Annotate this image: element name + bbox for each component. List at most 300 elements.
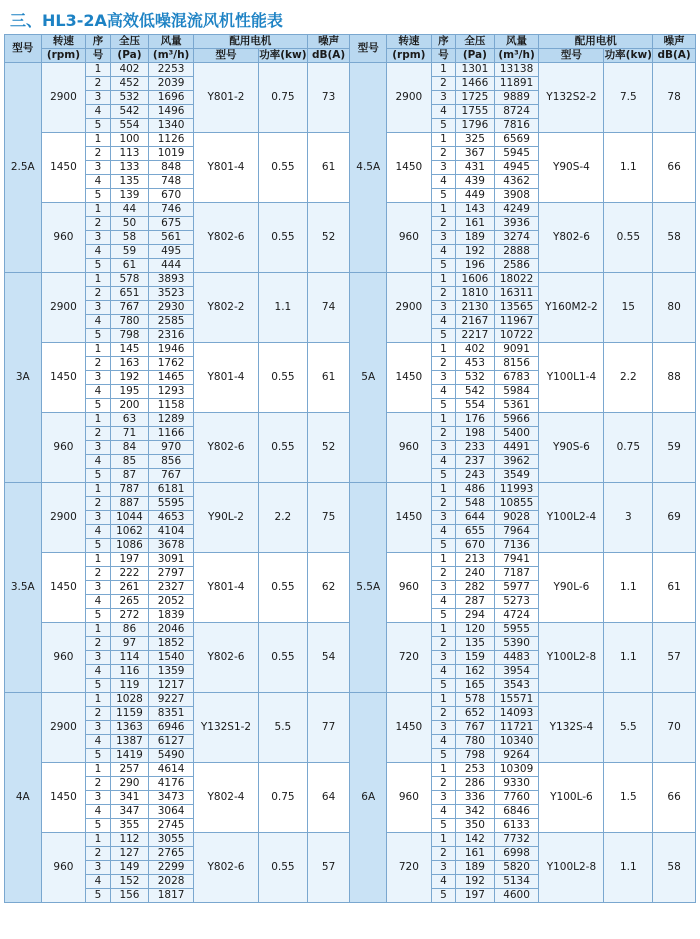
- speed-cell: 2900: [41, 63, 86, 133]
- pressure-cell: 1419: [110, 749, 149, 763]
- seq-cell: 5: [431, 609, 455, 623]
- speed-cell: 960: [41, 623, 86, 693]
- flow-cell: 2028: [149, 875, 194, 889]
- flow-cell: 3936: [494, 217, 539, 231]
- noise-cell: 57: [653, 623, 696, 693]
- pressure-cell: 59: [110, 245, 149, 259]
- noise-cell: 80: [653, 273, 696, 343]
- motor-power-cell: 5.5: [259, 693, 308, 763]
- pressure-cell: 197: [110, 553, 149, 567]
- flow-cell: 13565: [494, 301, 539, 315]
- pressure-cell: 651: [110, 287, 149, 301]
- pressure-cell: 532: [110, 91, 149, 105]
- motor-power-cell: 1.1: [604, 623, 653, 693]
- header-motor-group: 配用电机: [193, 35, 307, 49]
- pressure-cell: 402: [110, 63, 149, 77]
- seq-cell: 1: [431, 763, 455, 777]
- seq-cell: 5: [86, 469, 110, 483]
- seq-cell: 5: [431, 189, 455, 203]
- seq-cell: 2: [431, 287, 455, 301]
- flow-cell: 5273: [494, 595, 539, 609]
- pressure-cell: 87: [110, 469, 149, 483]
- flow-cell: 1217: [149, 679, 194, 693]
- header-motor-power: 功率(kw): [259, 49, 307, 61]
- header-model: 型号: [5, 35, 42, 63]
- motor-power-cell: 1.1: [259, 273, 308, 343]
- flow-cell: 1852: [149, 637, 194, 651]
- flow-cell: 2253: [149, 63, 194, 77]
- speed-cell: 2900: [41, 483, 86, 553]
- fan-model-cell: 2.5A: [5, 63, 42, 273]
- pressure-cell: 112: [110, 833, 149, 847]
- flow-cell: 3523: [149, 287, 194, 301]
- flow-cell: 7136: [494, 539, 539, 553]
- pressure-cell: 61: [110, 259, 149, 273]
- seq-cell: 5: [431, 329, 455, 343]
- pressure-cell: 548: [456, 497, 495, 511]
- speed-cell: 1450: [387, 133, 432, 203]
- speed-cell: 1450: [387, 693, 432, 763]
- motor-power-cell: 1.1: [604, 833, 653, 903]
- pressure-cell: 272: [110, 609, 149, 623]
- pressure-cell: 189: [456, 861, 495, 875]
- motor-model-cell: Y801-4: [193, 553, 258, 623]
- pressure-cell: 156: [110, 889, 149, 903]
- flow-cell: 1762: [149, 357, 194, 371]
- motor-power-cell: 1.1: [604, 133, 653, 203]
- pressure-cell: 578: [456, 693, 495, 707]
- motor-model-cell: Y802-6: [193, 203, 258, 273]
- seq-cell: 2: [86, 77, 110, 91]
- pressure-cell: 176: [456, 413, 495, 427]
- header-flow-unit-right: (m³/h): [494, 49, 539, 63]
- flow-cell: 7760: [494, 791, 539, 805]
- seq-cell: 2: [431, 77, 455, 91]
- flow-cell: 2327: [149, 581, 194, 595]
- flow-cell: 7187: [494, 567, 539, 581]
- motor-power-cell: 1.5: [604, 763, 653, 833]
- speed-cell: 1450: [41, 553, 86, 623]
- pressure-cell: 2217: [456, 329, 495, 343]
- pressure-cell: 113: [110, 147, 149, 161]
- pressure-cell: 240: [456, 567, 495, 581]
- flow-cell: 4600: [494, 889, 539, 903]
- noise-cell: 75: [307, 483, 350, 553]
- motor-power-cell: 0.55: [259, 553, 308, 623]
- header-pressure-unit-right: (Pa): [456, 49, 495, 63]
- flow-cell: 6127: [149, 735, 194, 749]
- pressure-cell: 453: [456, 357, 495, 371]
- flow-cell: 6133: [494, 819, 539, 833]
- pressure-cell: 97: [110, 637, 149, 651]
- seq-cell: 4: [86, 105, 110, 119]
- noise-cell: 88: [653, 343, 696, 413]
- flow-cell: 746: [149, 203, 194, 217]
- speed-cell: 960: [387, 553, 432, 623]
- pressure-cell: 449: [456, 189, 495, 203]
- seq-cell: 5: [86, 399, 110, 413]
- pressure-cell: 222: [110, 567, 149, 581]
- seq-cell: 4: [431, 665, 455, 679]
- pressure-cell: 325: [456, 133, 495, 147]
- seq-cell: 3: [86, 441, 110, 455]
- pressure-cell: 152: [110, 875, 149, 889]
- pressure-cell: 670: [456, 539, 495, 553]
- seq-cell: 5: [86, 189, 110, 203]
- seq-cell: 3: [431, 511, 455, 525]
- flow-cell: 4614: [149, 763, 194, 777]
- flow-cell: 5955: [494, 623, 539, 637]
- seq-cell: 2: [86, 497, 110, 511]
- seq-cell: 2: [431, 777, 455, 791]
- pressure-cell: 655: [456, 525, 495, 539]
- seq-cell: 3: [86, 581, 110, 595]
- noise-cell: 62: [307, 553, 350, 623]
- noise-cell: 64: [307, 763, 350, 833]
- motor-model-cell: Y802-4: [193, 763, 258, 833]
- seq-cell: 3: [86, 231, 110, 245]
- motor-model-cell: Y100L-6: [539, 763, 604, 833]
- flow-cell: 5820: [494, 861, 539, 875]
- flow-cell: 670: [149, 189, 194, 203]
- flow-cell: 4483: [494, 651, 539, 665]
- flow-cell: 6569: [494, 133, 539, 147]
- flow-cell: 9091: [494, 343, 539, 357]
- pressure-cell: 1387: [110, 735, 149, 749]
- flow-cell: 5595: [149, 497, 194, 511]
- seq-cell: 1: [431, 273, 455, 287]
- pressure-cell: 2130: [456, 301, 495, 315]
- motor-model-cell: Y100L2-4: [539, 483, 604, 553]
- seq-cell: 1: [86, 483, 110, 497]
- motor-model-cell: Y90L-6: [539, 553, 604, 623]
- flow-cell: 6846: [494, 805, 539, 819]
- pressure-cell: 644: [456, 511, 495, 525]
- flow-cell: 3908: [494, 189, 539, 203]
- pressure-cell: 163: [110, 357, 149, 371]
- seq-cell: 5: [431, 119, 455, 133]
- noise-cell: 52: [307, 413, 350, 483]
- noise-cell: 61: [307, 133, 350, 203]
- flow-cell: 9330: [494, 777, 539, 791]
- seq-cell: 4: [86, 525, 110, 539]
- seq-cell: 1: [86, 413, 110, 427]
- seq-cell: 3: [431, 161, 455, 175]
- seq-cell: 5: [86, 259, 110, 273]
- seq-cell: 2: [431, 147, 455, 161]
- seq-cell: 1: [431, 553, 455, 567]
- flow-cell: 1293: [149, 385, 194, 399]
- seq-cell: 1: [431, 63, 455, 77]
- motor-power-cell: 7.5: [604, 63, 653, 133]
- seq-cell: 2: [431, 497, 455, 511]
- pressure-cell: 780: [110, 315, 149, 329]
- pressure-cell: 192: [456, 245, 495, 259]
- header-noise: 噪声: [307, 35, 350, 49]
- pressure-cell: 200: [110, 399, 149, 413]
- seq-cell: 5: [86, 329, 110, 343]
- pressure-cell: 253: [456, 763, 495, 777]
- seq-cell: 2: [431, 427, 455, 441]
- flow-cell: 4724: [494, 609, 539, 623]
- flow-cell: 18022: [494, 273, 539, 287]
- noise-cell: 59: [653, 413, 696, 483]
- flow-cell: 4653: [149, 511, 194, 525]
- header-seq-right: 序: [431, 35, 455, 49]
- pressure-cell: 452: [110, 77, 149, 91]
- seq-cell: 4: [431, 245, 455, 259]
- pressure-cell: 1028: [110, 693, 149, 707]
- flow-cell: 2797: [149, 567, 194, 581]
- pressure-cell: 532: [456, 371, 495, 385]
- motor-model-cell: Y802-6: [193, 833, 258, 903]
- pressure-cell: 142: [456, 833, 495, 847]
- seq-cell: 5: [431, 539, 455, 553]
- seq-cell: 1: [86, 693, 110, 707]
- pressure-cell: 119: [110, 679, 149, 693]
- flow-cell: 2039: [149, 77, 194, 91]
- speed-cell: 1450: [41, 343, 86, 413]
- seq-cell: 5: [86, 119, 110, 133]
- pressure-cell: 189: [456, 231, 495, 245]
- seq-cell: 5: [86, 749, 110, 763]
- flow-cell: 444: [149, 259, 194, 273]
- header-seq-2: 号: [86, 49, 110, 63]
- pressure-cell: 1363: [110, 721, 149, 735]
- noise-cell: 74: [307, 273, 350, 343]
- flow-cell: 1946: [149, 343, 194, 357]
- pressure-cell: 486: [456, 483, 495, 497]
- header-model-right: 型号: [350, 35, 387, 63]
- seq-cell: 2: [431, 357, 455, 371]
- speed-cell: 960: [387, 203, 432, 273]
- pressure-cell: 71: [110, 427, 149, 441]
- header-speed-unit-right: (rpm): [387, 49, 432, 63]
- pressure-cell: 341: [110, 791, 149, 805]
- pressure-cell: 1044: [110, 511, 149, 525]
- seq-cell: 5: [431, 889, 455, 903]
- pressure-cell: 261: [110, 581, 149, 595]
- flow-cell: 2586: [494, 259, 539, 273]
- header-motor-power-right: 功率(kw): [604, 49, 652, 61]
- seq-cell: 4: [431, 875, 455, 889]
- flow-cell: 8156: [494, 357, 539, 371]
- noise-cell: 52: [307, 203, 350, 273]
- speed-cell: 720: [387, 833, 432, 903]
- seq-cell: 2: [431, 637, 455, 651]
- flow-cell: 5984: [494, 385, 539, 399]
- seq-cell: 2: [86, 567, 110, 581]
- flow-cell: 848: [149, 161, 194, 175]
- seq-cell: 2: [86, 777, 110, 791]
- motor-model-cell: Y802-6: [193, 623, 258, 693]
- seq-cell: 1: [86, 133, 110, 147]
- speed-cell: 1450: [41, 763, 86, 833]
- flow-cell: 11967: [494, 315, 539, 329]
- motor-power-cell: 0.55: [259, 203, 308, 273]
- seq-cell: 3: [431, 791, 455, 805]
- pressure-cell: 780: [456, 735, 495, 749]
- seq-cell: 4: [431, 525, 455, 539]
- seq-cell: 3: [431, 301, 455, 315]
- pressure-cell: 50: [110, 217, 149, 231]
- flow-cell: 1340: [149, 119, 194, 133]
- seq-cell: 1: [86, 553, 110, 567]
- flow-cell: 2046: [149, 623, 194, 637]
- speed-cell: 2900: [41, 693, 86, 763]
- seq-cell: 2: [86, 287, 110, 301]
- header-seq-2-right: 号: [431, 49, 455, 63]
- flow-cell: 2745: [149, 819, 194, 833]
- flow-cell: 1465: [149, 371, 194, 385]
- seq-cell: 3: [431, 441, 455, 455]
- fan-model-cell: 5.5A: [350, 483, 387, 693]
- seq-cell: 5: [86, 539, 110, 553]
- table-row: [5, 273, 696, 287]
- motor-model-cell: Y802-6: [539, 203, 604, 273]
- header-flow-unit: (m³/h): [149, 49, 194, 63]
- flow-cell: 1289: [149, 413, 194, 427]
- seq-cell: 5: [431, 819, 455, 833]
- motor-power-cell: 5.5: [604, 693, 653, 763]
- flow-cell: 10722: [494, 329, 539, 343]
- seq-cell: 3: [431, 861, 455, 875]
- noise-cell: 70: [653, 693, 696, 763]
- speed-cell: 960: [41, 413, 86, 483]
- flow-cell: 10309: [494, 763, 539, 777]
- seq-cell: 3: [86, 791, 110, 805]
- pressure-cell: 237: [456, 455, 495, 469]
- flow-cell: 7964: [494, 525, 539, 539]
- motor-power-cell: 2.2: [259, 483, 308, 553]
- seq-cell: 1: [86, 343, 110, 357]
- seq-cell: 2: [431, 847, 455, 861]
- speed-cell: 1450: [41, 133, 86, 203]
- pressure-cell: 63: [110, 413, 149, 427]
- seq-cell: 5: [86, 889, 110, 903]
- pressure-cell: 192: [456, 875, 495, 889]
- motor-model-cell: Y132S-4: [539, 693, 604, 763]
- seq-cell: 3: [86, 721, 110, 735]
- seq-cell: 2: [431, 567, 455, 581]
- noise-cell: 54: [307, 623, 350, 693]
- header-speed-unit: (rpm): [41, 49, 86, 63]
- pressure-cell: 1725: [456, 91, 495, 105]
- flow-cell: 3893: [149, 273, 194, 287]
- seq-cell: 4: [431, 175, 455, 189]
- flow-cell: 11721: [494, 721, 539, 735]
- flow-cell: 3274: [494, 231, 539, 245]
- flow-cell: 11993: [494, 483, 539, 497]
- flow-cell: 1359: [149, 665, 194, 679]
- seq-cell: 5: [431, 749, 455, 763]
- pressure-cell: 287: [456, 595, 495, 609]
- header-motor-model: 型号: [193, 49, 258, 63]
- flow-cell: 5945: [494, 147, 539, 161]
- seq-cell: 4: [431, 805, 455, 819]
- flow-cell: 6998: [494, 847, 539, 861]
- pressure-cell: 2167: [456, 315, 495, 329]
- page-title: 三、HL3-2A高效低噪混流风机性能表: [10, 11, 283, 30]
- flow-cell: 3962: [494, 455, 539, 469]
- flow-cell: 2299: [149, 861, 194, 875]
- flow-cell: 561: [149, 231, 194, 245]
- pressure-cell: 139: [110, 189, 149, 203]
- pressure-cell: 257: [110, 763, 149, 777]
- seq-cell: 4: [86, 245, 110, 259]
- pressure-cell: 161: [456, 217, 495, 231]
- seq-cell: 3: [86, 651, 110, 665]
- noise-cell: 77: [307, 693, 350, 763]
- header-flow: 风量: [149, 35, 194, 49]
- flow-cell: 767: [149, 469, 194, 483]
- pressure-cell: 767: [110, 301, 149, 315]
- seq-cell: 4: [86, 315, 110, 329]
- seq-cell: 2: [86, 357, 110, 371]
- noise-cell: 66: [653, 133, 696, 203]
- seq-cell: 2: [86, 847, 110, 861]
- flow-cell: 1817: [149, 889, 194, 903]
- noise-cell: 66: [653, 763, 696, 833]
- flow-cell: 4945: [494, 161, 539, 175]
- flow-cell: 4249: [494, 203, 539, 217]
- noise-cell: 78: [653, 63, 696, 133]
- motor-model-cell: Y802-2: [193, 273, 258, 343]
- seq-cell: 4: [431, 735, 455, 749]
- flow-cell: 5400: [494, 427, 539, 441]
- seq-cell: 4: [86, 875, 110, 889]
- motor-model-cell: Y90L-2: [193, 483, 258, 553]
- pressure-cell: 44: [110, 203, 149, 217]
- flow-cell: 5490: [149, 749, 194, 763]
- seq-cell: 1: [431, 203, 455, 217]
- motor-model-cell: Y801-4: [193, 343, 258, 413]
- pressure-cell: 165: [456, 679, 495, 693]
- pressure-cell: 243: [456, 469, 495, 483]
- speed-cell: 960: [387, 763, 432, 833]
- pressure-cell: 350: [456, 819, 495, 833]
- pressure-cell: 58: [110, 231, 149, 245]
- seq-cell: 4: [431, 315, 455, 329]
- flow-cell: 13138: [494, 63, 539, 77]
- pressure-cell: 578: [110, 273, 149, 287]
- seq-cell: 1: [431, 133, 455, 147]
- pressure-cell: 145: [110, 343, 149, 357]
- pressure-cell: 554: [110, 119, 149, 133]
- header-noise-unit-right: dB(A): [653, 49, 696, 63]
- pressure-cell: 86: [110, 623, 149, 637]
- flow-cell: 9227: [149, 693, 194, 707]
- seq-cell: 4: [86, 455, 110, 469]
- flow-cell: 10855: [494, 497, 539, 511]
- pressure-cell: 135: [110, 175, 149, 189]
- flow-cell: 1540: [149, 651, 194, 665]
- pressure-cell: 1466: [456, 77, 495, 91]
- seq-cell: 5: [86, 679, 110, 693]
- seq-cell: 1: [86, 63, 110, 77]
- motor-power-cell: 2.2: [604, 343, 653, 413]
- seq-cell: 5: [431, 259, 455, 273]
- motor-model-cell: Y132S1-2: [193, 693, 258, 763]
- motor-power-cell: 0.55: [259, 343, 308, 413]
- seq-cell: 4: [86, 805, 110, 819]
- motor-model-cell: Y801-4: [193, 133, 258, 203]
- flow-cell: 748: [149, 175, 194, 189]
- fan-model-cell: 4A: [5, 693, 42, 903]
- pressure-cell: 162: [456, 665, 495, 679]
- seq-cell: 1: [431, 483, 455, 497]
- seq-cell: 4: [431, 105, 455, 119]
